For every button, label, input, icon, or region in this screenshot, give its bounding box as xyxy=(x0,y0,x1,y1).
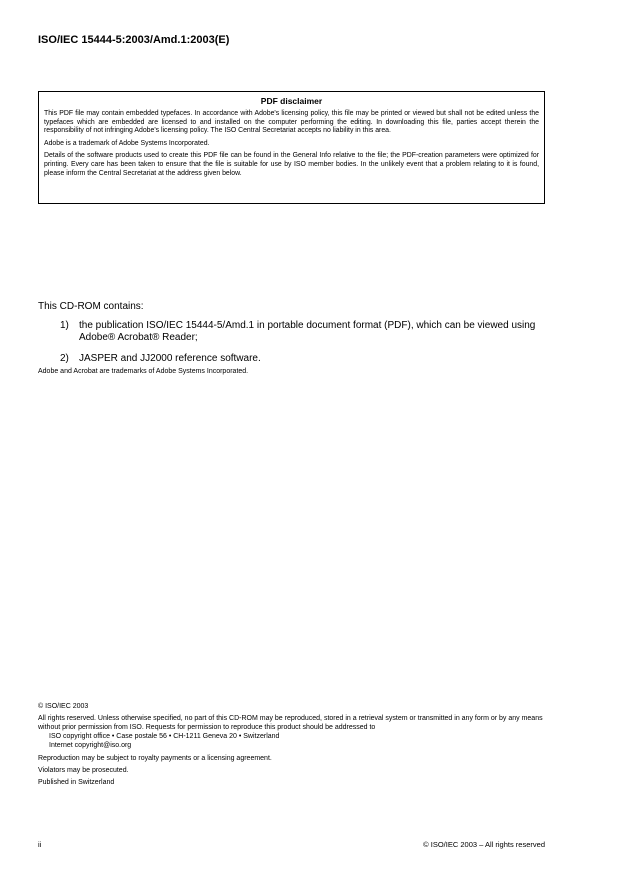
published-note: Published in Switzerland xyxy=(38,779,115,786)
copyright-notice xyxy=(38,702,548,790)
disclaimer-paragraph-trademark: Adobe is a trademark of Adobe Systems Incorporated. xyxy=(44,139,210,147)
list-item xyxy=(38,353,545,365)
pdf-disclaimer-box xyxy=(38,91,545,204)
disclaimer-paragraph-details: Details of the software products used to create this PDF file can be found in the General Info relative to the file; the PDF-creation parameters were optimized for printing. Every care has been taken to ensure that the file is suitable for use by ISO member bodies. In the unlikely event that a problem relating to it is found, please inform the Central Secretariat at the address given below. xyxy=(44,152,539,177)
cdrom-contents-list xyxy=(38,320,545,374)
page-copyright: © ISO/IEC 2003 – All rights reserved xyxy=(423,840,545,849)
list-item-number: 2) xyxy=(60,353,69,364)
list-item xyxy=(38,320,545,344)
cdrom-intro: This CD-ROM contains: xyxy=(38,301,144,312)
contact-address xyxy=(38,732,548,750)
postal-address: ISO copyright office • Case postale 56 • CH-1211 Geneva 20 • Switzerland xyxy=(49,733,280,740)
list-item-number: 1) xyxy=(60,320,69,331)
page-number: ii xyxy=(38,840,42,849)
internet-address: Internet copyright@iso.org xyxy=(49,742,132,749)
disclaimer-title: PDF disclaimer xyxy=(260,96,323,106)
list-item-text: JASPER and JJ2000 reference software. xyxy=(79,353,261,364)
disclaimer-paragraph-typefaces: This PDF file may contain embedded typefaces. In accordance with Adobe's licensing policy, this file may be printed or viewed but shall not be edited unless the typefaces which are embedded are licensed to and installed on the computer performing the editing. In downloading this file, parties accept therein the responsibility of not infringing Adobe's licensing policy. The ISO Central Secretariat accepts no liability in this area. xyxy=(44,110,539,135)
document-header: ISO/IEC 15444-5:2003/Amd.1:2003(E) xyxy=(38,34,230,46)
acrobat-trademark-note: Adobe and Acrobat are trademarks of Adobe Systems Incorporated. xyxy=(38,368,249,375)
violators-note: Violators may be prosecuted. xyxy=(38,767,129,774)
list-item-text: the publication ISO/IEC 15444-5/Amd.1 in portable document format (PDF), which can be viewed using Adobe® Acrobat® Reader; xyxy=(79,320,536,343)
rights-statement: All rights reserved. Unless otherwise specified, no part of this CD-ROM may be reproduced, stored in a retrieval system or transmitted in any form or by any means without prior permission from ISO. Requests for permission to reproduce this product should be addressed to xyxy=(38,715,543,731)
royalty-note: Reproduction may be subject to royalty payments or a licensing agreement. xyxy=(38,755,272,762)
copyright-line: © ISO/IEC 2003 xyxy=(38,703,89,710)
